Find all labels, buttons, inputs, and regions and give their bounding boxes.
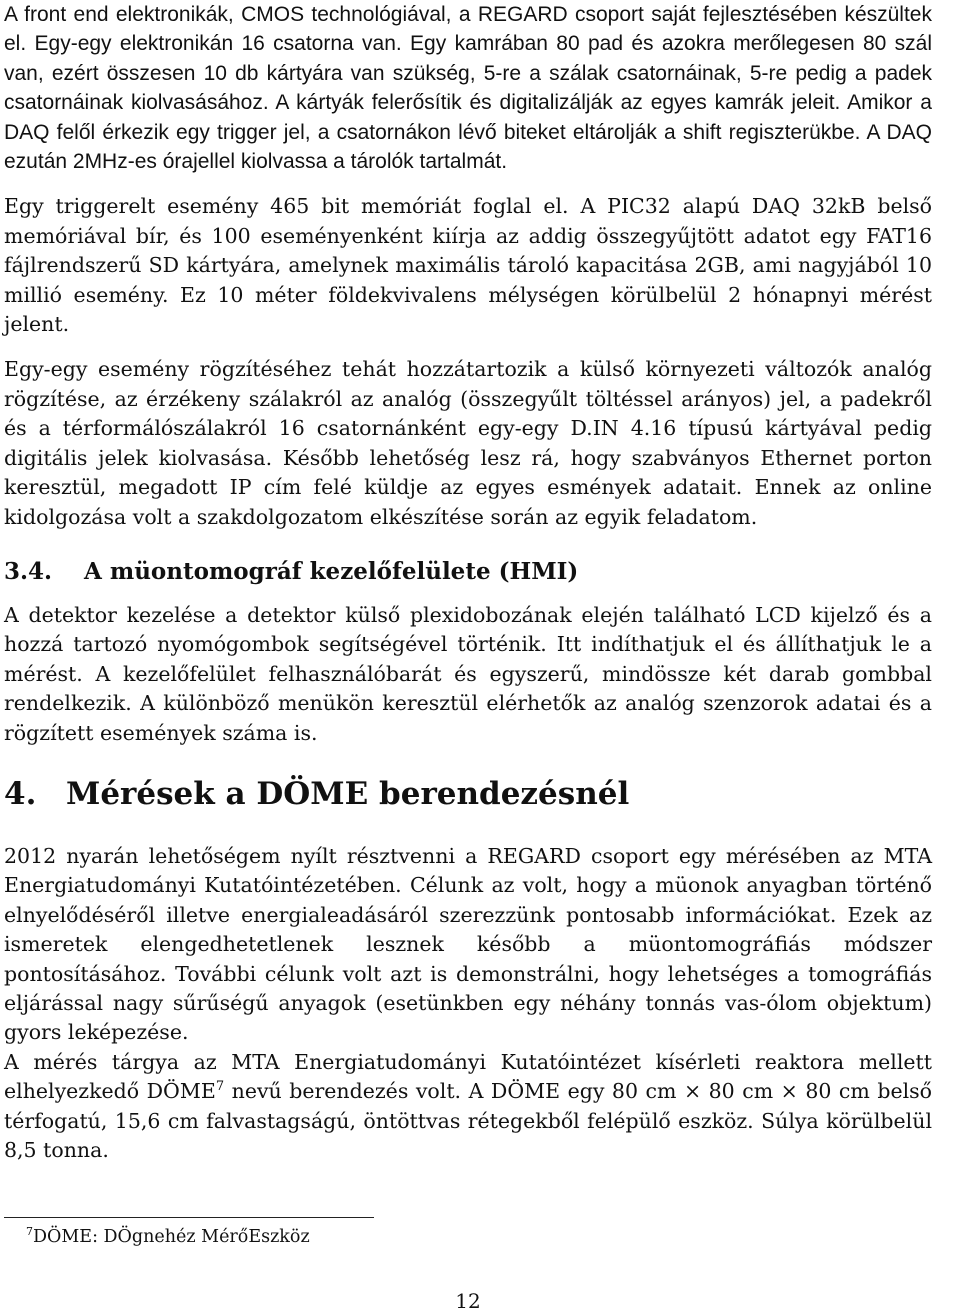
footnote-divider: [4, 1217, 374, 1218]
dome-text-after: nevű berendezés volt. A DÖME egy 80 cm × 80 cm × 80 cm belső térfogatú, 15,6 cm falvastagságú, öntöttvas rétegekből felépülő eszköz. Súlya körülbelül 8,5 tonna.: [4, 1079, 933, 1162]
dome-text-before: A mérés tárgya az MTA Energiatudományi Kutatóintézet kísérleti reaktora mellett elhelyezkedő DÖME: [4, 1049, 932, 1104]
paragraph-hmi: A detektor kezelése a detektor külső plexidobozának elején található LCD kijelző és a hozzá tartozó nyomógombok segítségével történik. Itt indíthatjuk el és állíthatjuk le a mérést. A kezelőfelület felhasználóbarát és egyszerű, mindössze két darab gombbal rendelkezik. A különböző menükön keresztül elérhetők az analóg szenzorok adatai és a rögzített események száma is.: [4, 602, 932, 745]
footnote-mark: 7: [26, 1225, 33, 1239]
paragraph-dome-description: [4, 1048, 932, 1166]
page-number: 12: [455, 1289, 481, 1313]
paragraph-front-end-electronics: A front end elektronikák, CMOS technológiával, a REGARD csoport saját fejlesztésében készültek el. Egy-egy elektronikán 16 csatorna van. Egy kamrában 80 pad és azokra merőlegesen 80 szál van, ezért összesen 10 db kártyára van szükség, 5-re a szálak csatornáinak, 5-re pedig a padek csatornáinak kiolvasásához. A kártyák felerősítik és digitalizálják az egyes kamrák jeleit. Amikor a DAQ felől érkezik egy trigger jel, a csatornákon lévő biteket eltárolják a shift regiszterükbe. A DAQ ezután 2MHz-es órajellel kiolvassa a tárolók tartalmát.: [4, 3, 932, 174]
section-number: 3.4.: [4, 557, 53, 585]
paragraph-measurement-intro: 2012 nyarán lehetőségem nyílt résztvenni a REGARD csoport egy mérésében az MTA Energiatudományi Kutatóintézetében. Célunk az volt, hogy a müonok anyagban történő elnyelődéséről illetve energialeadásáról szerezzünk pontosabb információkat. Ezek az ismeretek elengedhetetlenek lesznek később a müontomográfiás módszer pontosításához. További célunk volt azt is demonstrálni, hogy lehetséges a tomográfiás eljárással nagy sűrűségű anyagok (esetünkben egy néhány tonnás vas-ólom objektum) gyors leképezése.: [4, 843, 932, 1045]
paragraph-triggered-event: Egy triggerelt esemény 465 bit memóriát foglal el. A PIC32 alapú DAQ 32kB belső memóriával bír, és 100 eseményenként kiírja az addig összegyűjtött adatot egy FAT16 fájlrendszerű SD kártyára, amelynek maximális tároló kapacitása 2GB, ami nagyjából 10 millió esemény. Ez 10 méter földekvivalens mélységen körülbelül 2 hónapnyi mérést jelent.: [4, 194, 932, 337]
section-title: A müontomográf kezelőfelülete (HMI): [84, 557, 579, 585]
page-content: [4, 0, 932, 1165]
chapter-heading-4: [4, 774, 932, 814]
footnote: [26, 1226, 310, 1248]
footnote-reference[interactable]: 7: [215, 1079, 225, 1095]
section-heading-3-4: [4, 557, 932, 587]
paragraph-event-recording: Egy-egy esemény rögzítéséhez tehát hozzátartozik a külső környezeti változók analóg rögzítése, az érzékeny szálakról az analóg (összegyűlt töltéssel arányos) jel, a padekről és a térformálószálakról 16 csatornánként egy-egy D.IN 4.16 típusú kártyával pedig digitális jelek kiolvasása. Később lehetőség lesz rá, hogy szabványos Ethernet porton keresztül, megadott IP cím felé küldje az egyes esmények adatait. Ennek az online kidolgozása volt a szakdolgozatom elkészítése során az egyik feladatom.: [4, 357, 932, 529]
footnote-text: DÖME: DÖgnehéz MérőEszköz: [33, 1227, 310, 1247]
chapter-number: 4.: [4, 775, 37, 812]
chapter-title: Mérések a DÖME berendezésnél: [66, 775, 630, 812]
